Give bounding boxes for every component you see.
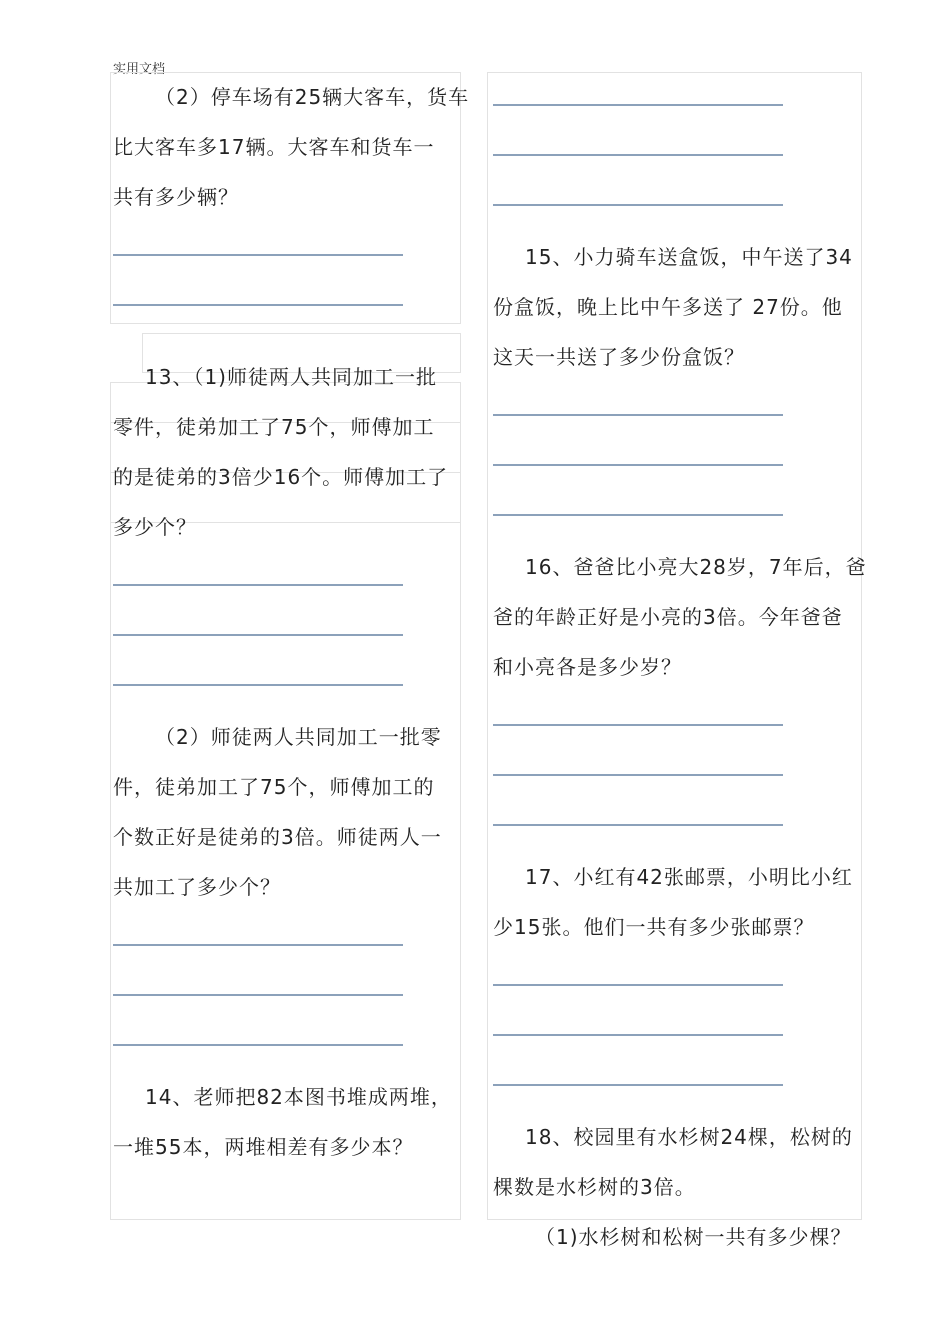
q13-1-answer-lines (113, 552, 460, 692)
answer-line[interactable] (113, 254, 403, 256)
answer-line[interactable] (493, 514, 783, 516)
q13-2-line-4: 共加工了多少个？ (113, 875, 281, 899)
question-13-2 (113, 712, 460, 912)
q18-line-3: （1)水杉树和松树一共有多少棵？ (535, 1225, 852, 1249)
answer-line[interactable] (493, 464, 783, 466)
q13-2-line-1: （2）师徒两人共同加工一批零 (155, 725, 442, 749)
answer-line[interactable] (113, 684, 403, 686)
q15-line-3: 这天一共送了多少份盒饭？ (493, 345, 745, 369)
question-12-2 (113, 72, 470, 222)
answer-line[interactable] (493, 824, 783, 826)
answer-line[interactable] (493, 154, 783, 156)
answer-line[interactable] (493, 1084, 783, 1086)
answer-line[interactable] (113, 304, 403, 306)
question-13-1 (113, 352, 460, 552)
answer-line[interactable] (113, 994, 403, 996)
q13-1-line-3: 的是徒弟的3倍少16个。师傅加工了 (113, 465, 449, 489)
q18-line-1: 18、校园里有水杉树24棵，松树的 (525, 1125, 853, 1149)
question-14 (113, 1072, 460, 1172)
answer-line[interactable] (493, 1034, 783, 1036)
q12-2-line-1: （2）停车场有25辆大客车，货车 (155, 85, 470, 109)
q13-2-line-3: 个数正好是徒弟的3倍。师徒两人一 (113, 825, 442, 849)
q12-2-line-2: 比大客车多17辆。大客车和货车一 (113, 135, 435, 159)
answer-line[interactable] (113, 634, 403, 636)
answer-line[interactable] (493, 204, 783, 206)
answer-line[interactable] (113, 944, 403, 946)
q12-2-answer-lines (113, 222, 460, 312)
q14-answer-lines-continued (493, 72, 861, 212)
q13-1-line-2: 零件，徒弟加工了75个，师傅加工 (113, 415, 435, 439)
answer-line[interactable] (113, 1044, 403, 1046)
left-column (113, 72, 470, 1172)
q15-line-1: 15、小力骑车送盒饭，中午送了34 (525, 245, 853, 269)
q17-line-1: 17、小红有42张邮票，小明比小红 (525, 865, 853, 889)
answer-line[interactable] (493, 774, 783, 776)
question-16 (493, 542, 867, 692)
question-17 (493, 852, 861, 952)
q16-line-1: 16、爸爸比小亮大28岁，7年后，爸 (525, 555, 867, 579)
answer-line[interactable] (493, 414, 783, 416)
q18-line-2: 棵数是水杉树的3倍。 (493, 1175, 696, 1199)
q14-line-1: 14、老师把82本图书堆成两堆， (145, 1085, 452, 1109)
answer-line[interactable] (493, 104, 783, 106)
answer-line[interactable] (113, 584, 403, 586)
q13-1-line-4: 多少个？ (113, 515, 197, 539)
answer-line[interactable] (493, 724, 783, 726)
answer-line[interactable] (493, 984, 783, 986)
q13-2-line-2: 件，徒弟加工了75个，师傅加工的 (113, 775, 435, 799)
q17-answer-lines (493, 952, 861, 1092)
q15-answer-lines (493, 382, 861, 522)
q14-line-2: 一堆55本，两堆相差有多少本？ (113, 1135, 414, 1159)
question-15 (493, 232, 861, 382)
q12-2-line-3: 共有多少辆？ (113, 185, 239, 209)
q16-line-2: 爸的年龄正好是小亮的3倍。今年爸爸 (493, 605, 843, 629)
q16-line-3: 和小亮各是多少岁？ (493, 655, 682, 679)
q17-line-2: 少15张。他们一共有多少张邮票？ (493, 915, 815, 939)
page-header: 实用文档 (113, 62, 166, 77)
q15-line-2: 份盒饭，晚上比中午多送了 27份。他 (493, 295, 843, 319)
q16-answer-lines (493, 692, 861, 832)
q13-2-answer-lines (113, 912, 460, 1052)
right-column (493, 72, 867, 1262)
q13-1-line-1: 13、（1)师徒两人共同加工一批 (145, 365, 437, 389)
question-18 (493, 1112, 861, 1262)
